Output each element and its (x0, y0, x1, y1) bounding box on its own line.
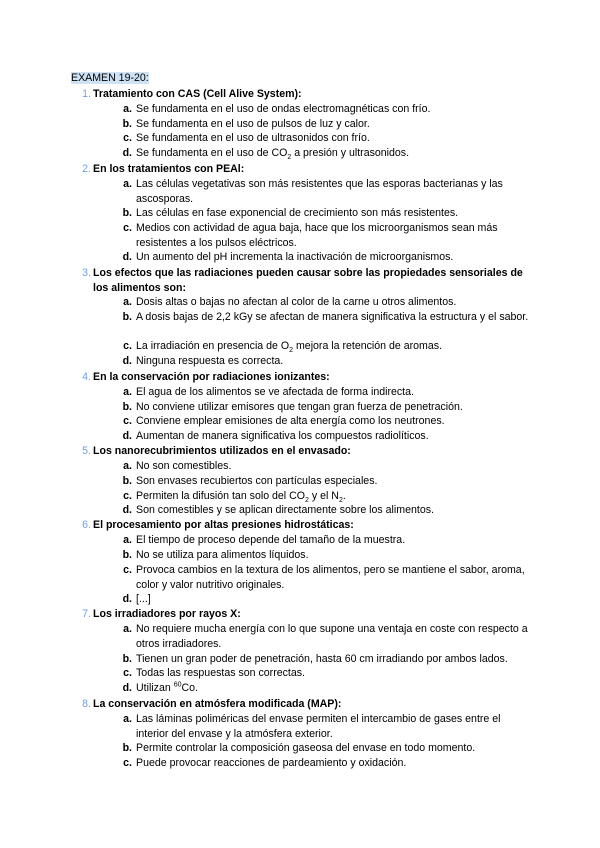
q2-option-c: c. Medios con actividad de agua baja, hace que los microorganismos sean más resistentes a los pulsos eléctricos. (123, 222, 498, 249)
q6-option-a: a. El tiempo de proceso depende del tamaño de la muestra. (123, 534, 406, 546)
q2-option-a: a. Las células vegetativas son más resistentes que las esporas bacterianas y las ascosporas. (123, 178, 503, 205)
q7-option-a: a. No requiere mucha energía con lo que supone una ventaja en coste con respecto a otros irradiadores. (123, 623, 528, 650)
q3-option-c: c. La irradiación en presencia de $O_2$ mejora la retención de aromas. (123, 340, 443, 355)
q1-option-b: b. Se fundamenta en el uso de pulsos de luz y calor. (122, 118, 370, 130)
question-1: 1. Tratamiento con CAS (Cell Alive System): (82, 88, 302, 100)
q6-option-c: c. Provoca cambios en la textura de los alimentos, pero se mantiene el sabor, aroma, color y valor nutritivo originales. (123, 564, 525, 591)
q3-option-d: d. Ninguna respuesta es correcta. (122, 355, 284, 367)
q1-option-c: c. Se fundamenta en el uso de ultrasonidos con frío. (123, 132, 370, 144)
question-2: 2. En los tratamientos con PEAl: (82, 163, 245, 175)
q6-option-d: d. [...] (122, 593, 151, 605)
q6-option-b: b. No se utiliza para alimentos líquidos. (122, 549, 309, 561)
q8-option-a: a. Las láminas poliméricas del envase permiten el intercambio de gases entre el interior del envase y la atmósfera exterior. (123, 713, 501, 740)
question-8: 8. La conservación en atmósfera modificada (MAP): (82, 698, 342, 710)
q4-option-b: b. No conviene utilizar emisores que tengan gran fuerza de penetración. (122, 401, 463, 413)
question-5: 5. Los nanorecubrimientos utilizados en el envasado: (82, 445, 351, 457)
q3-option-b: b. A dosis bajas de 2,2 kGy se afectan de manera significativa la estructura y el sabor. (122, 311, 529, 323)
q2-option-b: b. Las células en fase exponencial de crecimiento son más resistentes. (122, 207, 459, 219)
q5-option-b: b. Son envases recubiertos con partículas especiales. (122, 475, 378, 487)
q8-option-b: b. Permite controlar la composición gaseosa del envase en todo momento. (122, 742, 476, 754)
question-6: 6. El procesamiento por altas presiones hidrostáticas: (82, 519, 354, 531)
q7-option-b: b. Tienen un gran poder de penetración, hasta 60 cm irradiando por ambos lados. (122, 653, 508, 665)
question-7: 7. Los irradiadores por rayos X: (82, 608, 241, 620)
exam-title: EXAMEN 19-20: (71, 72, 149, 84)
q1-option-a: a. Se fundamenta en el uso de ondas electromagnéticas con frío. (123, 103, 431, 115)
q2-option-d: d. Un aumento del pH incrementa la inactivación de microorganismos. (122, 251, 454, 263)
q5-option-c: c. Permiten la difusión tan solo del $CO_2$ y el $N_2$. (123, 490, 346, 505)
question-4: 4. En la conservación por radiaciones ionizantes: (82, 371, 330, 383)
q5-option-d: d. Son comestibles y se aplican directamente sobre los alimentos. (122, 504, 434, 516)
q5-option-a: a. No son comestibles. (123, 460, 232, 472)
q4-option-a: a. El agua de los alimentos se ve afectada de forma indirecta. (123, 386, 414, 398)
q7-option-d: d. Utilizan $^{60}$Co. (122, 681, 198, 694)
q1-option-d: d. Se fundamenta en el uso de $CO_2$ a presión y ultrasonidos. (122, 147, 410, 162)
q3-option-a: a. Dosis altas o bajas no afectan al color de la carne u otros alimentos. (123, 296, 457, 308)
q8-option-c: c. Puede provocar reacciones de pardeamiento y oxidación. (123, 757, 407, 769)
q4-option-c: c. Conviene emplear emisiones de alta energía como los neutrones. (123, 415, 445, 427)
question-3: 3. Los efectos que las radiaciones pueden causar sobre las propiedades sensoriales de los alimentos son: (82, 267, 523, 294)
q7-option-c: c. Todas las respuestas son correctas. (123, 667, 305, 679)
q4-option-d: d. Aumentan de manera significativa los compuestos radiolíticos. (122, 430, 429, 442)
